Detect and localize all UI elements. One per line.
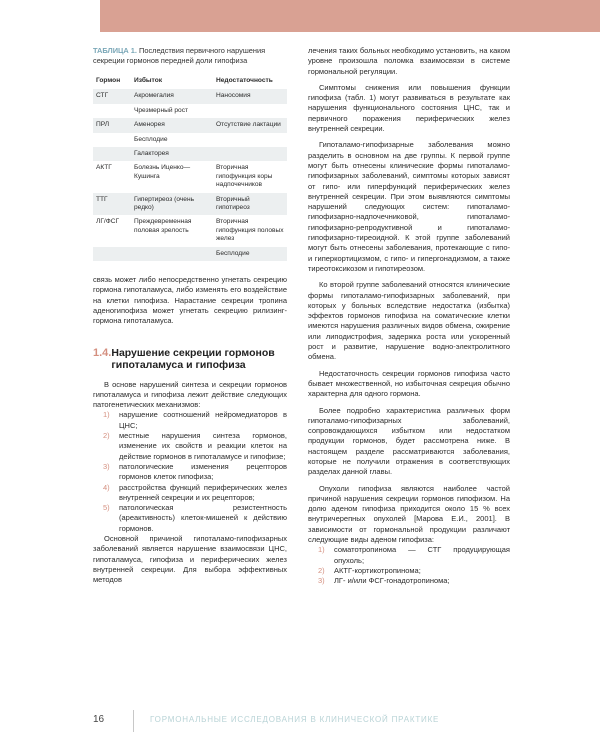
table-cell: Гипертиреоз (очень редко) [131, 193, 213, 216]
list-text: ЛГ- и/или ФСГ-гонадотропинома; [334, 576, 450, 586]
paragraph: лечения таких больных необходимо установить, на каком уровне произошла поломка взаимосвязи в системе гормональной регуляции. [308, 46, 510, 76]
table-cell [213, 104, 287, 118]
section-heading [93, 347, 287, 372]
table-cell: Вторичная гипофункция коры надпочечников [216, 164, 273, 189]
table-cell: ЛГ/ФСГ [96, 218, 120, 226]
list-item [93, 462, 287, 483]
list-number: 3) [103, 461, 110, 471]
list-item [308, 576, 510, 586]
table-cell [93, 133, 131, 147]
table-cell: АКТГ [96, 164, 112, 172]
table-header-cell: Избыток [131, 73, 213, 89]
table-header-cell: Недостаточность [213, 73, 287, 89]
table-cell: Преждевременная половая зрелость [134, 218, 192, 234]
list-item [308, 545, 510, 566]
list-item [308, 566, 510, 576]
table-header-cell: Гормон [93, 73, 131, 89]
table-cell [93, 104, 131, 118]
section-title: Нарушение секреции гормонов гипоталамуса и гипофиза [111, 346, 275, 372]
table-row [93, 193, 287, 216]
list-text: расстройства функций периферических желез внутренней секреции и их рецепторов; [119, 482, 287, 502]
table-cell: Галакторея [131, 147, 213, 161]
table-cell [131, 247, 213, 261]
hormone-table [93, 73, 287, 261]
table-cell: Чрезмерный рост [134, 106, 189, 114]
table-caption-label: ТАБЛИЦА 1. [93, 46, 137, 55]
paragraph: Гипоталамо-гипофизарные заболевания можно разделить в основном на две группы. К первой группе могут быть отнесены клинические формы гипоталамо-гипофизарных заболеваний, симптомы которых зависят от гипо- или гиперфункций периферических желез внутренней секреции. При этом выявляются симптомы нарушений следующих систем: гипоталамо-гипофизарно-надпочечниковой, гипоталамо-гипофизарно-репродуктивной и гипоталамо-гипофизарно-тиреоидной. К этой группе заболеваний могут быть отнесены заболевания, протекающие с гипо- и гиперкортицизмом, с гипо- и гипергонадизмом, а также тиреотоксикозом и гипотиреозом. [308, 140, 510, 273]
table-cell: СТГ [93, 89, 131, 103]
list-number: 3) [318, 576, 325, 586]
list-text: АКТГ-кортикотропинома; [334, 565, 421, 575]
list-number: 1) [318, 545, 325, 555]
header-band-white [0, 0, 100, 32]
list-item [93, 503, 287, 534]
paragraph: Основной причиной гипоталамо-гипофизарных заболеваний является нарушение взаимосвязи ЦНС, гипоталамуса, гипофиза и периферических желез внутренней секреции. Для выбора эффективных методов [93, 534, 287, 585]
table-row [93, 104, 287, 118]
table-cell: Болезнь Иценко—Кушинга [134, 164, 191, 180]
list-number: 2) [103, 431, 110, 441]
table-cell: ПРЛ [93, 118, 131, 132]
table-row [93, 215, 287, 246]
table-cell [213, 133, 287, 147]
list-text: местные нарушения синтеза гормонов, изменение их свойств и реакции клеток на действие гормонов в гипоталамусе и гипофизе; [119, 431, 287, 461]
paragraph: связь может либо непосредственно угнетать секрецию гормона гипоталамуса, либо изменять его воздействие на клетки гипофиза. Нарастание секреции тропина аденогипофиза может угнетать секрецию рилизинг-гормона гипоталамуса. [93, 275, 287, 326]
list-number: 4) [103, 482, 110, 492]
list-number: 1) [103, 410, 110, 420]
paragraph: Более подробно характеристика различных форм гипоталамо-гипофизарных заболеваний, сопровождающихся избытком или недостатком продукции гормонов, будет рассмотрена ниже. В настоящем разделе рассматриваются заболевания, которые не получили отражения в соответствующих разделах данной главы. [308, 405, 510, 477]
left-column [93, 46, 287, 586]
table-cell: Бесплодие [134, 135, 168, 143]
table-cell: Вторичная гипофункция половых желез [216, 218, 284, 243]
adenoma-list [308, 545, 510, 586]
table-cell: Аменорея [131, 118, 213, 132]
list-text: нарушение соотношений нейромедиаторов в ЦНС; [119, 410, 287, 430]
list-text: патологические изменения рецепторов гормонов клеток гипофиза; [119, 461, 287, 482]
list-number: 2) [318, 565, 325, 575]
footer-divider [133, 710, 134, 732]
table-cell [93, 247, 131, 261]
table-cell: Бесплодие [213, 247, 287, 261]
header-band-accent [100, 0, 600, 32]
paragraph: В основе нарушений синтеза и секреции гормонов гипоталамуса и гипофиза лежит действие следующих патогенетических механизмов: [93, 379, 287, 410]
paragraph: Симптомы снижения или повышения функции гипофиза (табл. 1) могут развиваться в результате как нарушения функционального состояния ЦНС, так и первичного поражения периферических желез внутренней секреции. [308, 82, 510, 134]
header-band [0, 0, 600, 32]
table-row [93, 147, 287, 161]
table-cell [93, 147, 131, 161]
paragraph: Недостаточность секреции гормонов гипофиза часто бывает множественной, но избыточная секреция обычно характерна для одного гормона. [308, 368, 510, 399]
table-row [93, 161, 287, 192]
table-header-row [93, 73, 287, 89]
list-number: 5) [103, 503, 110, 513]
list-text: патологическая резистентность (ареактивность) клеток-мишеней к действию гормонов. [119, 503, 287, 533]
table-cell: Наносомия [213, 89, 287, 103]
section-number: 1.4. [93, 346, 112, 359]
table-cell [213, 147, 287, 161]
table-cell: Вторичный гипотиреоз [213, 193, 287, 216]
mechanisms-list [93, 410, 287, 534]
table-caption-text: Последствия первичного нарушения секреции гормонов передней доли гипофиза [93, 46, 266, 65]
paragraph: Ко второй группе заболеваний относятся клинические формы гипоталамо-гипофизарных заболеваний, при которых у больных вследствие недостатка (избытка) эффектов гормонов гипофиза на соматические клетки имеются нарушения различных видов обмена, ожирение или липодистрофия, задержка роста или ускоренный рост и развитие, нарушение водно-электролитного обмена. [308, 280, 510, 362]
page-number: 16 [93, 713, 105, 725]
page-footer [93, 706, 523, 732]
running-title: ГОРМОНАЛЬНЫЕ ИССЛЕДОВАНИЯ В КЛИНИЧЕСКОЙ ПРАКТИКЕ [150, 714, 440, 724]
paragraph: Опухоли гипофиза являются наиболее частой причиной нарушения секреции гормонов гипофизом. На долю аденом гипофиза приходится около 15 % всех внутричерепных опухолей [Марова Е.И., 2001]. В зависимости от гормональной продукции различают следующие виды аденом гипофиза: [308, 483, 510, 545]
list-item [93, 483, 287, 504]
right-column [308, 46, 510, 587]
table-cell: Акромегалия [131, 89, 213, 103]
table-row [93, 118, 287, 132]
list-text: соматотропинома — СТГ продуцирующая опухоль; [334, 545, 510, 565]
table-cell: ТТГ [93, 193, 131, 216]
table-caption [93, 46, 287, 66]
table-row [93, 133, 287, 147]
table-row [93, 89, 287, 103]
table-cell: Отсутствие лактации [213, 118, 287, 132]
list-item [93, 410, 287, 431]
table-row [93, 247, 287, 261]
list-item [93, 431, 287, 462]
